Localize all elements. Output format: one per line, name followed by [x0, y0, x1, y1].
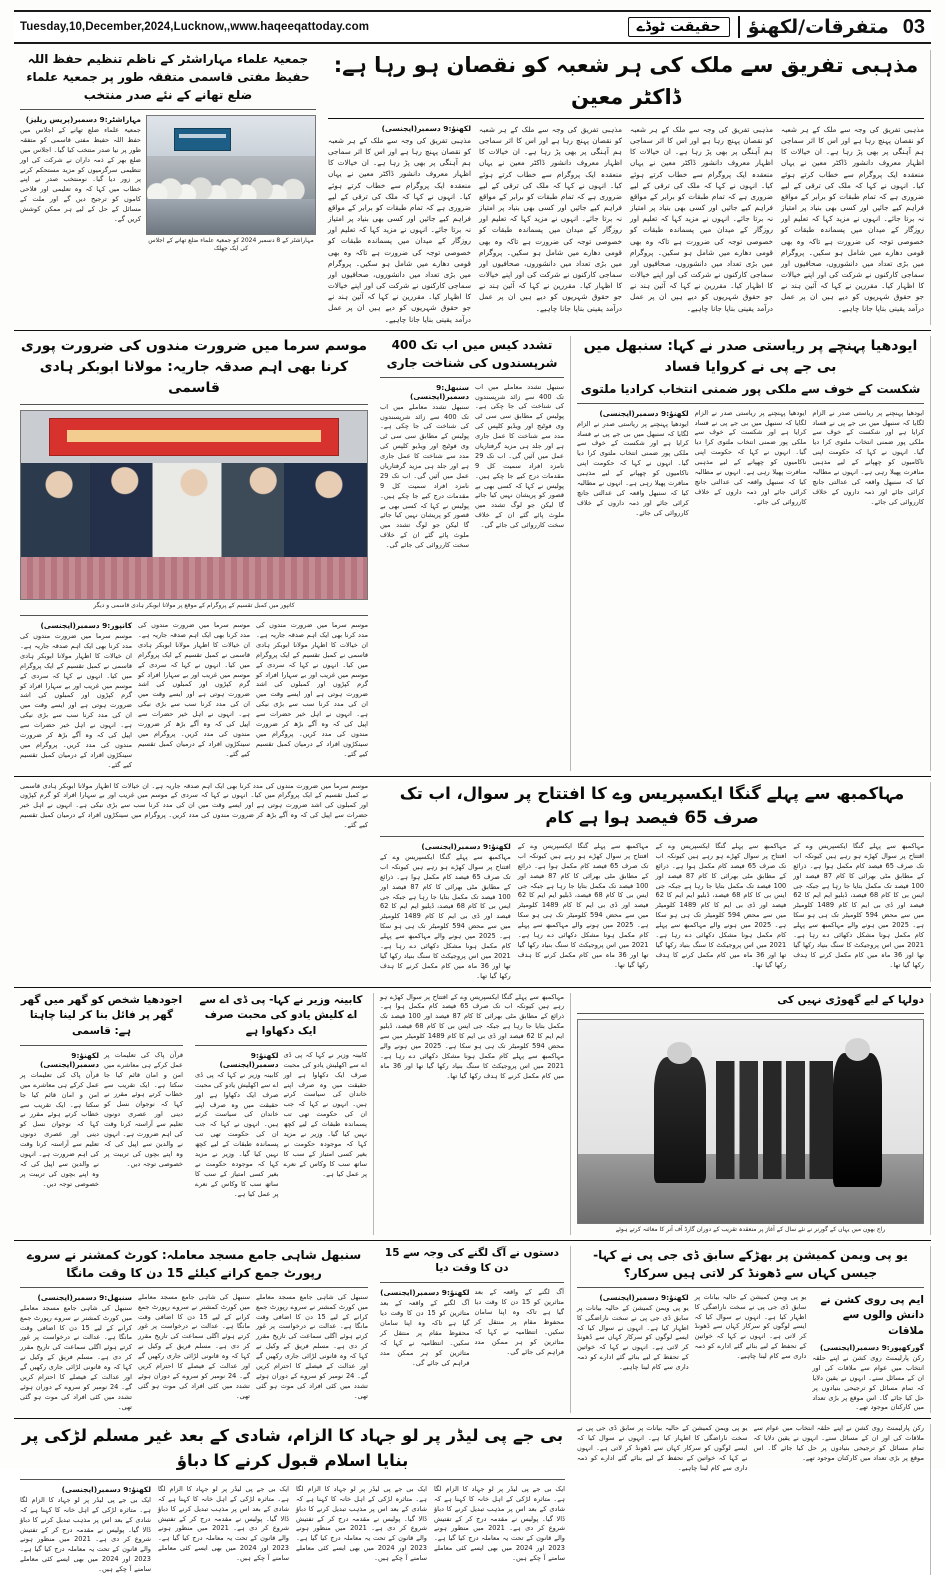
photo-blanket-distribution: [20, 410, 368, 600]
divider-1: [14, 330, 931, 331]
article-women-commission-body-tail: یو پی ویمن کمیشن کے حالیہ بیانات پر سابق ڈی جی پی نے سخت ناراضگی کا اظہار کیا ہے۔ انہوں نے سوال کیا کہ ایسے لوگوں کو سرکار کہاں سے ڈھونڈ کر لاتی ہے۔ انہوں نے کہا کہ خواتین کے تحفظ کے لیے بنائے گئے ادارے کو ذمہ داری سے کام لینا چاہیے۔: [577, 1424, 748, 1472]
article-jamiat-body: جمعیۃ علماء ضلع تھانے کے اجلاس میں حفظ اللہ حفیظ مفتی قاسمی کو متفقہ طور پر نیا صدر منتخب کیا گیا۔ اجلاس میں ضلع بھر کے ذمہ داران نے شرکت کی اور تنظیمی سرگرمیوں کو مزید مستحکم کرنے پر زور دیا گیا۔ نومنتخب صدر نے اپنے خطاب میں کہا کہ وہ تعلیمی اور فلاحی کاموں کو ترجیح دیں گے اور ملت کے مسائل کے حل کے لیے ہر ممکن کوشش کریں گے۔: [20, 126, 141, 224]
article-jamiat-dateline: مہاراشٹر:9 دسمبر(پریس ریلیز): [25, 115, 141, 124]
article-milkipur-body-1: ایودھیا پہنچنے پر ریاستی صدر نے الزام لگایا کہ سنبھل میں بی جے پی نے فساد کرایا ہے اور شکست کے خوف سے ملکی پور ضمنی انتخاب ملتوی کرا دیا گیا۔ انہوں نے کہا کہ حکومت اپنی ناکامیوں کو چھپانے کے لیے مذہبی منافرت پھیلا رہی ہے۔ انہوں نے مطالبہ کیا کہ سنبھل واقعہ کی عدالتی جانچ کرائی جائے اور ذمہ داروں کے خلاف کارروائی کی جائے۔: [577, 419, 689, 517]
photo-guard-block: [571, 993, 931, 1235]
article-lovejihad-body-4: ایک بی جے پی لیڈر پر لو جہاد کا الزام لگا ہے۔ متاثرہ لڑکی کے اہل خانہ کا کہنا ہے کہ شادی کے بعد اس پر مذہب تبدیل کرنے کا دباؤ ڈالا گیا۔ پولیس نے مقدمہ درج کر کے تفتیش شروع کر دی ہے۔ 2021 میں منظور ہونے والے قانون کے تحت یہ معاملہ درج کیا گیا ہے۔ 2023 اور 2024 میں بھی ایسے کئی معاملے سامنے آ چکے ہیں۔: [434, 1484, 565, 1563]
article-lead-body-1: مذہبی تفریق کی وجہ سے ملک کے ہر شعبہ کو نقصان پہنچ رہا ہے اور اس کا اثر سماجی ہم آہنگی پر بھی پڑ رہا ہے۔ ان خیالات کا اظہار معروف دانشور ڈاکٹر معین نے یہاں منعقدہ ایک پروگرام سے خطاب کرتے ہوئے کیا۔ انہوں نے کہا کہ ملک کی ترقی کے لیے ضروری ہے کہ تمام طبقات کو برابر کے مواقع فراہم کیے جائیں اور کسی بھی بنیاد پر امتیاز نہ برتا جائے۔ انہوں نے مزید کہا کہ تعلیم اور روزگار کے میدان میں پسماندہ طبقات کو خصوصی توجہ کی ضرورت ہے تاکہ وہ بھی قومی دھارے میں شامل ہو سکیں۔ پروگرام میں بڑی تعداد میں دانشوروں، صحافیوں اور سماجی کارکنوں نے شرکت کی اور اپنے خیالات کا اظہار کیا۔ مقررین نے کہا کہ آئین ہند نے جو حقوق شہریوں کو دیے ہیں ان پر عمل درآمد یقینی بنایا جانا چاہیے۔: [328, 136, 471, 324]
article-ayodhya-dateline: لکھنؤ:9 دسمبر(ایجنسی): [39, 1050, 99, 1069]
row-three: [14, 782, 931, 982]
article-lead: [322, 50, 931, 325]
article-cabinet-body-2: کابینہ وزیر نے کہا کہ پی ڈی اے سے اکھلیش یادو کی محبت صرف ایک دکھاوا ہے اور حقیقت میں وہ صرف اپنے خاندان کی سیاست کرتے ہیں۔ انہوں نے کہا کہ جب ان کی حکومت تھی تب پسماندہ طبقات کے لیے کچھ نہیں کیا گیا۔ وزیر نے مزید کہا کہ موجودہ حکومت نے بغیر کسی امتیاز کے سب کا ساتھ سب کا وکاس کے نعرے پر عمل کیا ہے۔: [283, 1050, 367, 1178]
article-lovejihad-body-2: ایک بی جے پی لیڈر پر لو جہاد کا الزام لگا ہے۔ متاثرہ لڑکی کے اہل خانہ کا کہنا ہے کہ شادی کے بعد اس پر مذہب تبدیل کرنے کا دباؤ ڈالا گیا۔ پولیس نے مقدمہ درج کر کے تفتیش شروع کر دی ہے۔ 2021 میں منظور ہونے والے قانون کے تحت یہ معاملہ درج کیا گیا ہے۔ 2023 اور 2024 میں بھی ایسے کئی معاملے سامنے آ چکے ہیں۔: [158, 1484, 289, 1563]
article-winter: [14, 336, 374, 771]
article-ravikishan-body-tail: رکن پارلیمنٹ روی کشن نے اپنے حلقہ انتخاب میں عوام سے ملاقات کی اور ان کے مسائل سنے۔ انہوں نے یقین دلایا کہ تمام مسائل کو ترجیحی بنیادوں پر حل کیا جائے گا۔ اس موقع پر بڑی تعداد میں کارکنان موجود تھے۔: [753, 1424, 924, 1462]
row-two: [14, 336, 931, 771]
article-fire-headline: دستوں نے آگ لگنے کی وجہ سے 15 دن کا وقت دیا: [384, 1246, 560, 1275]
article-row3-left-pad: [14, 782, 374, 982]
article-cabinet-body-1: کابینہ وزیر نے کہا کہ پی ڈی اے سے اکھلیش یادو کی محبت صرف ایک دکھاوا ہے اور حقیقت میں وہ صرف اپنے خاندان کی سیاست کرتے ہیں۔ انہوں نے کہا کہ جب ان کی حکومت تھی تب پسماندہ طبقات کے لیے کچھ نہیں کیا گیا۔ وزیر نے مزید کہا کہ موجودہ حکومت نے بغیر کسی امتیاز کے سب کا ساتھ سب کا وکاس کے نعرے پر عمل کیا ہے۔: [194, 1070, 279, 1198]
divider-5: [14, 1418, 931, 1419]
masthead: [14, 10, 931, 44]
photo-jamiat-meeting: [146, 115, 316, 235]
article-milkipur-body-2: ایودھیا پہنچنے پر ریاستی صدر نے الزام لگایا کہ سنبھل میں بی جے پی نے فساد کرایا ہے اور شکست کے خوف سے ملکی پور ضمنی انتخاب ملتوی کرا دیا گیا۔ انہوں نے کہا کہ حکومت اپنی ناکامیوں کو چھپانے کے لیے مذہبی منافرت پھیلا رہی ہے۔ انہوں نے مطالبہ کیا کہ سنبھل واقعہ کی عدالتی جانچ کرائی جائے اور ذمہ داروں کے خلاف کارروائی کی جائے۔: [694, 408, 807, 506]
divider-3: [14, 987, 931, 988]
article-winter-dateline: کانپور:9 دسمبر(ایجنسی): [40, 621, 132, 631]
article-ayodhya-body-2: قرآن پاک کی تعلیمات پر عمل کرکے ہی معاشرے میں امن و امان قائم کیا جا سکتا ہے۔ ایک تقریب سے خطاب کرتے ہوئے مقرر نے کہا کہ نوجوان نسل کو دینی اور عصری دونوں تعلیم سے آراستہ کرنا وقت کی اہم ضرورت ہے۔ انہوں نے والدین سے اپیل کی کہ وہ اپنے بچوں کی تربیت پر خصوصی توجہ دیں۔: [104, 1050, 183, 1168]
article-bride-headline: دولہا کے لیے گھوڑی نہیں کی: [777, 993, 924, 1006]
divider-4: [14, 1240, 931, 1241]
article-ravikishan-body: رکن پارلیمنٹ روی کشن نے اپنے حلقہ انتخاب میں عوام سے ملاقات کی اور ان کے مسائل سنے۔ انہوں نے یقین دلایا کہ تمام مسائل کو ترجیحی بنیادوں پر حل کیا جائے گا۔ اس موقع پر بڑی تعداد میں کارکنان موجود تھے۔: [812, 1353, 925, 1412]
section-title: متفرقات/لکھنؤ: [747, 16, 889, 38]
article-sambhal-court-headline: سنبھل شاہی جامع مسجد معاملہ: کورٹ کمشنر نے سروے رپورٹ جمع کرانے کیلئے 15 دن کا وقت مانگا: [26, 1247, 362, 1280]
article-women-commission-body-1: یو پی ویمن کمیشن کے حالیہ بیانات پر سابق ڈی جی پی نے سخت ناراضگی کا اظہار کیا ہے۔ انہوں نے سوال کیا کہ ایسے لوگوں کو سرکار کہاں سے ڈھونڈ کر لاتی ہے۔ انہوں نے کہا کہ خواتین کے تحفظ کے لیے بنائے گئے ادارے کو ذمہ داری سے کام لینا چاہیے۔: [577, 1303, 689, 1372]
article-expressway-body-4: مہاکمبھ سے پہلے گنگا ایکسپریس وے کے افتتاح پر سوال کھڑے ہو رہے ہیں کیونکہ اب تک صرف 65 فیصد کام مکمل ہوا ہے۔ ذرائع کے مطابق مٹی بھرائی کا کام 87 فیصد اور 100 فیصد تک مکمل بتایا جا رہا ہے جبکہ جی ایس بی کا کام 68 فیصد، ڈبلیو ایم ایم کا 62 فیصد اور ڈی بی ایم کا کام 1489 کلومیٹر میں سے محض 594 کلومیٹر تک ہی ہو سکا ہے۔ 2025 میں ہونے والے مہاکمبھ سے پہلے کام مکمل ہونا مشکل دکھائی دے رہا ہے۔ 2021 میں اس پروجیکٹ کا سنگ بنیاد رکھا گیا تھا اور 36 ماہ میں کام مکمل کرنے کا ہدف رکھا گیا تھا۔: [793, 842, 925, 969]
article-identification-headline: تشدد کیس میں اب تک 400 شرپسندوں کی شناخت جاری: [386, 337, 558, 370]
masthead-right-group: [628, 16, 925, 39]
article-milkipur-body-3: ایودھیا پہنچنے پر ریاستی صدر نے الزام لگایا کہ سنبھل میں بی جے پی نے فساد کرایا ہے اور شکست کے خوف سے ملکی پور ضمنی انتخاب ملتوی کرا دیا گیا۔ انہوں نے کہا کہ حکومت اپنی ناکامیوں کو چھپانے کے لیے مذہبی منافرت پھیلا رہی ہے۔ انہوں نے مطالبہ کیا کہ سنبھل واقعہ کی عدالتی جانچ کرائی جائے اور ذمہ داروں کے خلاف کارروائی کی جائے۔: [812, 408, 925, 506]
article-expressway-body-3: مہاکمبھ سے پہلے گنگا ایکسپریس وے کے افتتاح پر سوال کھڑے ہو رہے ہیں کیونکہ اب تک صرف 65 فیصد کام مکمل ہوا ہے۔ ذرائع کے مطابق مٹی بھرائی کا کام 87 فیصد اور 100 فیصد تک مکمل بتایا جا رہا ہے جبکہ جی ایس بی کا کام 68 فیصد، ڈبلیو ایم ایم کا 62 فیصد اور ڈی بی ایم کا کام 1489 کلومیٹر میں سے محض 594 کلومیٹر تک ہی ہو سکا ہے۔ 2025 میں ہونے والے مہاکمبھ سے پہلے کام مکمل ہونا مشکل دکھائی دے رہا ہے۔ 2021 میں اس پروجیکٹ کا سنگ بنیاد رکھا گیا تھا اور 36 ماہ میں کام مکمل کرنے کا ہدف رکھا گیا تھا۔: [655, 842, 787, 969]
article-ayodhya: [14, 993, 189, 1235]
article-ayodhya-headline: اجودھیا شخص کو گھر میں گھر گھر پر فائل بنا کر لینا چاہتا ہے: قاسمی: [20, 993, 183, 1038]
article-ravikishan-dateline: گورکھپور:9 دسمبر(ایجنسی): [820, 1342, 925, 1352]
article-jamiat-headline: جمعیۃ علماء مہاراشٹر کے ناظم تنظیم حفظ اللہ حفیظ مفتی قاسمی متفقہ طور پر جمعیۃ علماء ضلع تھانے کے نئے صدر منتخب: [26, 52, 310, 102]
article-winter-body-tail: موسم سرما میں ضرورت مندوں کی مدد کرنا بھی ایک اہم صدقہ جاریہ ہے۔ ان خیالات کا اظہار مولانا ابوبکر ہادی قاسمی نے کمبل تقسیم کے ایک پروگرام میں کیا۔ انہوں نے کہا کہ سردی کے موسم میں غریب اور بے سہارا افراد کو گرم کپڑوں اور کمبلوں کی اشد ضرورت ہوتی ہے اور ایسے وقت میں ان کی مدد کرنا سب سے بڑی نیکی ہے۔ انہوں نے اہل خیر حضرات سے اپیل کی کہ وہ آگے بڑھ کر ضرورت مندوں کی مدد کریں۔ پروگرام میں سینکڑوں افراد کے درمیان کمبل تقسیم کیے گئے۔: [20, 781, 368, 830]
article-ravikishan-headline: ایم پی روی کشن نے دانش والوں سے ملاقات: [820, 1293, 925, 1338]
article-jamiat: [14, 50, 322, 325]
article-lead-body-4: مذہبی تفریق کی وجہ سے ملک کے ہر شعبہ کو نقصان پہنچ رہا ہے اور اس کا اثر سماجی ہم آہنگی پر بھی پڑ رہا ہے۔ ان خیالات کا اظہار معروف دانشور ڈاکٹر معین نے یہاں منعقدہ ایک پروگرام سے خطاب کرتے ہوئے کیا۔ انہوں نے کہا کہ ملک کی ترقی کے لیے ضروری ہے کہ تمام طبقات کو برابر کے مواقع فراہم کیے جائیں اور کسی بھی بنیاد پر امتیاز نہ برتا جائے۔ انہوں نے مزید کہا کہ تعلیم اور روزگار کے میدان میں پسماندہ طبقات کو خصوصی توجہ کی ضرورت ہے تاکہ وہ بھی قومی دھارے میں شامل ہو سکیں۔ پروگرام میں بڑی تعداد میں دانشوروں، صحافیوں اور سماجی کارکنوں نے شرکت کی اور اپنے خیالات کا اظہار کیا۔ مقررین نے کہا کہ آئین ہند نے جو حقوق شہریوں کو دیے ہیں ان پر عمل درآمد یقینی بنایا جانا چاہیے۔: [781, 125, 924, 313]
article-expressway-stats: [374, 993, 571, 1235]
article-cabinet-dateline: لکھنؤ:9 دسمبر(ایجنسی): [219, 1050, 279, 1069]
photo-guard-of-honour: [577, 1019, 924, 1224]
row-five: [14, 1246, 931, 1414]
article-fire-body-2: آگ لگنے کے واقعہ کے بعد متاثرین کو 15 دن کا وقت دیا گیا ہے تاکہ وہ اپنا سامان محفوظ مقام پر منتقل کر سکیں۔ انتظامیہ نے کہا کہ متاثرین کو ہر ممکن مدد فراہم کی جائے گی۔: [474, 1288, 564, 1356]
article-fire-body-1: آگ لگنے کے واقعہ کے بعد متاثرین کو 15 دن کا وقت دیا گیا ہے تاکہ وہ اپنا سامان محفوظ مقام پر منتقل کر سکیں۔ انتظامیہ نے کہا کہ متاثرین کو ہر ممکن مدد فراہم کی جائے گی۔: [380, 1299, 470, 1367]
article-winter-body-1: موسم سرما میں ضرورت مندوں کی مدد کرنا بھی ایک اہم صدقہ جاریہ ہے۔ ان خیالات کا اظہار مولانا ابوبکر ہادی قاسمی نے کمبل تقسیم کے ایک پروگرام میں کیا۔ انہوں نے کہا کہ سردی کے موسم میں غریب اور بے سہارا افراد کو گرم کپڑوں اور کمبلوں کی اشد ضرورت ہوتی ہے اور ایسے وقت میں ان کی مدد کرنا سب سے بڑی نیکی ہے۔ انہوں نے اہل خیر حضرات سے اپیل کی کہ وہ آگے بڑھ کر ضرورت مندوں کی مدد کریں۔ پروگرام میں سینکڑوں افراد کے درمیان کمبل تقسیم کیے گئے۔: [20, 632, 132, 769]
article-lead-headline: مذہبی تفریق سے ملک کی ہر شعبہ کو نقصان ہو رہا ہے: ڈاکٹر معین: [333, 53, 919, 109]
article-expressway-body-1: مہاکمبھ سے پہلے گنگا ایکسپریس وے کے افتتاح پر سوال کھڑے ہو رہے ہیں کیونکہ اب تک صرف 65 فیصد کام مکمل ہوا ہے۔ ذرائع کے مطابق مٹی بھرائی کا کام 87 فیصد اور 100 فیصد تک مکمل بتایا جا رہا ہے جبکہ جی ایس بی کا کام 68 فیصد، ڈبلیو ایم ایم کا 62 فیصد اور ڈی بی ایم کا کام 1489 کلومیٹر میں سے محض 594 کلومیٹر تک ہی ہو سکا ہے۔ 2025 میں ہونے والے مہاکمبھ سے پہلے کام مکمل ہونا مشکل دکھائی دے رہا ہے۔ 2021 میں اس پروجیکٹ کا سنگ بنیاد رکھا گیا تھا اور 36 ماہ میں کام مکمل کرنے کا ہدف رکھا گیا تھا۔: [380, 853, 511, 980]
masthead-dateline: Tuesday,10,December,2024,Lucknow,,www.haqeeqattoday.com: [20, 21, 370, 33]
article-fire-notice: [374, 1246, 571, 1414]
article-milkipur-subheadline: شکست کے خوف سے ملکی پور ضمنی انتخاب کرادیا ملتوی: [580, 381, 921, 396]
article-lead-body-3: مذہبی تفریق کی وجہ سے ملک کے ہر شعبہ کو نقصان پہنچ رہا ہے اور اس کا اثر سماجی ہم آہنگی پر بھی پڑ رہا ہے۔ ان خیالات کا اظہار معروف دانشور ڈاکٹر معین نے یہاں منعقدہ ایک پروگرام سے خطاب کرتے ہوئے کیا۔ انہوں نے کہا کہ ملک کی ترقی کے لیے ضروری ہے کہ تمام طبقات کو برابر کے مواقع فراہم کیے جائیں اور کسی بھی بنیاد پر امتیاز نہ برتا جائے۔ انہوں نے مزید کہا کہ تعلیم اور روزگار کے میدان میں پسماندہ طبقات کو خصوصی توجہ کی ضرورت ہے تاکہ وہ بھی قومی دھارے میں شامل ہو سکیں۔ پروگرام میں بڑی تعداد میں دانشوروں، صحافیوں اور سماجی کارکنوں نے شرکت کی اور اپنے خیالات کا اظہار کیا۔ مقررین نے کہا کہ آئین ہند نے جو حقوق شہریوں کو دیے ہیں ان پر عمل درآمد یقینی بنایا جانا چاہیے۔: [630, 125, 773, 313]
article-lead-dateline: لکھنؤ:9 دسمبر(ایجنسی): [381, 124, 471, 133]
photo-blanket-caption: کانپور میں کمبل تقسیم کے پروگرام کے موقع پر مولانا ابوبکر ہادی قاسمی و دیگر: [93, 601, 295, 609]
divider-2: [14, 776, 931, 777]
article-milkipur-dateline: لکھنؤ:9 دسمبر(ایجنسی): [599, 408, 689, 418]
photo-guard-caption: راج بھون میں یہاں کے گورنر نے نئے سال کے آغاز پر منعقدہ تقریب کے دوران گارڈ آف آنر کا معائنہ کرتے ہوئے: [615, 1226, 886, 1234]
row-four: [14, 993, 931, 1235]
article-expressway-headline: مہاکمبھ سے پہلے گنگا ایکسپریس وے کا افتتاح پر سوال، اب تک صرف 65 فیصد ہوا ہے کام: [399, 783, 905, 828]
article-winter-headline: موسم سرما میں ضرورت مندوں کی ضرورت پوری کرنا بھی اہم صدقہ جاریہ: مولانا ابوبکر ہادی قاسمی: [20, 337, 368, 396]
article-sambhal-court-dateline: سنبھل:9 دسمبر(ایجنسی): [37, 1292, 132, 1302]
article-row6-right: [571, 1424, 931, 1575]
article-expressway-dateline: لکھنؤ:9 دسمبر(ایجنسی): [421, 842, 511, 852]
article-cabinet-headline: کابینہ وزیر نے کہا- پی ڈی اے سے اے کلیش یادو کی محبت صرف ایک دکھاوا ہے: [199, 993, 363, 1038]
article-identification-body-1: سنبھل تشدد معاملے میں اب تک 400 سے زائد شرپسندوں کی شناخت کی جا چکی ہے۔ پولیس کے مطابق سی سی ٹی وی فوٹیج اور ویڈیو کلپس کی مدد سے شناخت کا عمل جاری ہے اور جلد ہی مزید گرفتاریاں عمل میں آئیں گی۔ اب تک 29 نامزد افراد سمیت کل 9 مقدمات درج کیے جا چکے ہیں۔ پولیس نے کہا کہ کسی بھی بے قصور کو پریشان نہیں کیا جائے گا لیکن جو لوگ تشدد میں ملوث پائے گئے ان کے خلاف سخت کارروائی کی جائے گی۔: [380, 402, 469, 550]
article-lead-body-2: مذہبی تفریق کی وجہ سے ملک کے ہر شعبہ کو نقصان پہنچ رہا ہے اور اس کا اثر سماجی ہم آہنگی پر بھی پڑ رہا ہے۔ ان خیالات کا اظہار معروف دانشور ڈاکٹر معین نے یہاں منعقدہ ایک پروگرام سے خطاب کرتے ہوئے کیا۔ انہوں نے کہا کہ ملک کی ترقی کے لیے ضروری ہے کہ تمام طبقات کو برابر کے مواقع فراہم کیے جائیں اور کسی بھی بنیاد پر امتیاز نہ برتا جائے۔ انہوں نے مزید کہا کہ تعلیم اور روزگار کے میدان میں پسماندہ طبقات کو خصوصی توجہ کی ضرورت ہے تاکہ وہ بھی قومی دھارے میں شامل ہو سکیں۔ پروگرام میں بڑی تعداد میں دانشوروں، صحافیوں اور سماجی کارکنوں نے شرکت کی اور اپنے خیالات کا اظہار کیا۔ مقررین نے کہا کہ آئین ہند نے جو حقوق شہریوں کو دیے ہیں ان پر عمل درآمد یقینی بنایا جانا چاہیے۔: [479, 125, 622, 313]
article-ayodhya-body-1: قرآن پاک کی تعلیمات پر عمل کرکے ہی معاشرے میں امن و امان قائم کیا جا سکتا ہے۔ ایک تقریب سے خطاب کرتے ہوئے مقرر نے کہا کہ نوجوان نسل کو دینی اور عصری دونوں تعلیم سے آراستہ کرنا وقت کی اہم ضرورت ہے۔ انہوں نے والدین سے اپیل کی کہ وہ اپنے بچوں کی تربیت پر خصوصی توجہ دیں۔: [20, 1070, 99, 1188]
article-fire-dateline: لکھنؤ:9 دسمبر(ایجنسی): [380, 1288, 470, 1298]
page-number: 03: [902, 15, 925, 38]
article-lovejihad-dateline: لکھنؤ:9 دسمبر(ایجنسی): [61, 1484, 151, 1494]
row-lead: [14, 50, 931, 325]
article-sambhal-court: [14, 1246, 374, 1414]
masthead-divider: [738, 16, 740, 38]
article-lovejihad: [14, 1424, 571, 1575]
article-winter-body-3: موسم سرما میں ضرورت مندوں کی مدد کرنا بھی ایک اہم صدقہ جاریہ ہے۔ ان خیالات کا اظہار مولانا ابوبکر ہادی قاسمی نے کمبل تقسیم کے ایک پروگرام میں کیا۔ انہوں نے کہا کہ سردی کے موسم میں غریب اور بے سہارا افراد کو گرم کپڑوں اور کمبلوں کی اشد ضرورت ہوتی ہے اور ایسے وقت میں ان کی مدد کرنا سب سے بڑی نیکی ہے۔ انہوں نے اہل خیر حضرات سے اپیل کی کہ وہ آگے بڑھ کر ضرورت مندوں کی مدد کریں۔ پروگرام میں سینکڑوں افراد کے درمیان کمبل تقسیم کیے گئے۔: [256, 621, 368, 758]
article-identification-body-2: سنبھل تشدد معاملے میں اب تک 400 سے زائد شرپسندوں کی شناخت کی جا چکی ہے۔ پولیس کے مطابق سی سی ٹی وی فوٹیج اور ویڈیو کلپس کی مدد سے شناخت کا عمل جاری ہے اور جلد ہی مزید گرفتاریاں عمل میں آئیں گی۔ اب تک 29 نامزد افراد سمیت کل 9 مقدمات درج کیے جا چکے ہیں۔ پولیس نے کہا کہ کسی بھی بے قصور کو پریشان نہیں کیا جائے گا لیکن جو لوگ تشدد میں ملوث پائے گئے ان کے خلاف سخت کارروائی کی جائے گی۔: [475, 382, 564, 530]
article-women-commission-dateline: لکھنؤ:9 دسمبر(ایجنسی): [599, 1292, 689, 1302]
page-content: [14, 50, 931, 1575]
article-sambhal-court-body-1: سنبھل کی شاہی جامع مسجد معاملے میں کورٹ کمشنر نے سروے رپورٹ جمع کرانے کے لیے 15 دن کا اضافی وقت مانگا ہے۔ عدالت نے درخواست پر غور کرتے ہوئے اگلی سماعت کی تاریخ مقرر کر دی ہے۔ مسلم فریق کے وکیل نے کہا کہ وہ قانونی لڑائی جاری رکھیں گے اور عدالت کے فیصلے کا احترام کریں گے۔ 24 نومبر کو سروے کے دوران ہوئے تشدد میں کئی افراد کی موت ہو گئی تھی۔: [20, 1303, 132, 1411]
article-sambhal-court-body-2: سنبھل کی شاہی جامع مسجد معاملے میں کورٹ کمشنر نے سروے رپورٹ جمع کرانے کے لیے 15 دن کا اضافی وقت مانگا ہے۔ عدالت نے درخواست پر غور کرتے ہوئے اگلی سماعت کی تاریخ مقرر کر دی ہے۔ مسلم فریق کے وکیل نے کہا کہ وہ قانونی لڑائی جاری رکھیں گے اور عدالت کے فیصلے کا احترام کریں گے۔ 24 نومبر کو سروے کے دوران ہوئے تشدد میں کئی افراد کی موت ہو گئی تھی۔: [138, 1292, 250, 1400]
brand-logo: حقیقت ٹوڈے: [628, 17, 730, 37]
article-identification-dateline: سنبھل:9 دسمبر(ایجنسی): [409, 382, 469, 401]
article-women-commission-body-2: یو پی ویمن کمیشن کے حالیہ بیانات پر سابق ڈی جی پی نے سخت ناراضگی کا اظہار کیا ہے۔ انہوں نے سوال کیا کہ ایسے لوگوں کو سرکار کہاں سے ڈھونڈ کر لاتی ہے۔ انہوں نے کہا کہ خواتین کے تحفظ کے لیے بنائے گئے ادارے کو ذمہ داری سے کام لینا چاہیے۔: [694, 1292, 807, 1361]
row-six: [14, 1424, 931, 1575]
article-milkipur: [571, 336, 931, 771]
article-identification: [374, 336, 571, 771]
article-sambhal-court-body-3: سنبھل کی شاہی جامع مسجد معاملے میں کورٹ کمشنر نے سروے رپورٹ جمع کرانے کے لیے 15 دن کا اضافی وقت مانگا ہے۔ عدالت نے درخواست پر غور کرتے ہوئے اگلی سماعت کی تاریخ مقرر کر دی ہے۔ مسلم فریق کے وکیل نے کہا کہ وہ قانونی لڑائی جاری رکھیں گے اور عدالت کے فیصلے کا احترام کریں گے۔ 24 نومبر کو سروے کے دوران ہوئے تشدد میں کئی افراد کی موت ہو گئی تھی۔: [256, 1292, 368, 1400]
article-lovejihad-body-1: ایک بی جے پی لیڈر پر لو جہاد کا الزام لگا ہے۔ متاثرہ لڑکی کے اہل خانہ کا کہنا ہے کہ شادی کے بعد اس پر مذہب تبدیل کرنے کا دباؤ ڈالا گیا۔ پولیس نے مقدمہ درج کر کے تفتیش شروع کر دی ہے۔ 2021 میں منظور ہونے والے قانون کے تحت یہ معاملہ درج کیا گیا ہے۔ 2023 اور 2024 میں بھی ایسے کئی معاملے سامنے آ چکے ہیں۔: [20, 1495, 151, 1574]
photo-jamiat-caption: مہاراشٹر کے 8 دسمبر 2024 کو جمعیۃ علماء ضلع تھانے کے اجلاس کی ایک جھلک: [148, 237, 314, 253]
article-lovejihad-headline: بی جے پی لیڈر پر لو جہاد کا الزام، شادی کے بعد غیر مسلم لڑکی پر بنایا اسلام قبول کرنے کا دباؤ: [21, 1426, 564, 1471]
article-winter-body-2: موسم سرما میں ضرورت مندوں کی مدد کرنا بھی ایک اہم صدقہ جاریہ ہے۔ ان خیالات کا اظہار مولانا ابوبکر ہادی قاسمی نے کمبل تقسیم کے ایک پروگرام میں کیا۔ انہوں نے کہا کہ سردی کے موسم میں غریب اور بے سہارا افراد کو گرم کپڑوں اور کمبلوں کی اشد ضرورت ہوتی ہے اور ایسے وقت میں ان کی مدد کرنا سب سے بڑی نیکی ہے۔ انہوں نے اہل خیر حضرات سے اپیل کی کہ وہ آگے بڑھ کر ضرورت مندوں کی مدد کریں۔ پروگرام میں سینکڑوں افراد کے درمیان کمبل تقسیم کیے گئے۔: [138, 621, 250, 758]
article-women-commission: [571, 1246, 931, 1414]
article-expressway-body-5: مہاکمبھ سے پہلے گنگا ایکسپریس وے کے افتتاح پر سوال کھڑے ہو رہے ہیں کیونکہ اب تک صرف 65 فیصد کام مکمل ہوا ہے۔ ذرائع کے مطابق مٹی بھرائی کا کام 87 فیصد اور 100 فیصد تک مکمل بتایا جا رہا ہے جبکہ جی ایس بی کا کام 68 فیصد، ڈبلیو ایم ایم کا 62 فیصد اور ڈی بی ایم کا کام 1489 کلومیٹر میں سے محض 594 کلومیٹر تک ہی ہو سکا ہے۔ 2025 میں ہونے والے مہاکمبھ سے پہلے کام مکمل ہونا مشکل دکھائی دے رہا ہے۔ 2021 میں اس پروجیکٹ کا سنگ بنیاد رکھا گیا تھا اور 36 ماہ میں کام مکمل کرنے کا ہدف رکھا گیا تھا۔: [380, 992, 565, 1080]
article-lovejihad-body-3: ایک بی جے پی لیڈر پر لو جہاد کا الزام لگا ہے۔ متاثرہ لڑکی کے اہل خانہ کا کہنا ہے کہ شادی کے بعد اس پر مذہب تبدیل کرنے کا دباؤ ڈالا گیا۔ پولیس نے مقدمہ درج کر کے تفتیش شروع کر دی ہے۔ 2021 میں منظور ہونے والے قانون کے تحت یہ معاملہ درج کیا گیا ہے۔ 2023 اور 2024 میں بھی ایسے کئی معاملے سامنے آ چکے ہیں۔: [296, 1484, 427, 1563]
article-women-commission-headline: یو پی ویمن کمیشن پر بھڑکے سابق ڈی جی پی نے کہا- جیسں کہاں سے ڈھونڈ کر لاتی ہیں سرکار؟: [593, 1247, 908, 1280]
article-cabinet: [189, 993, 374, 1235]
article-milkipur-headline: ایودھیا پہنچے پر ریاستی صدر نے کہا: سنبھل میں بی جے پی نے کروایا فساد: [583, 337, 918, 375]
article-expressway: [374, 782, 931, 982]
article-expressway-body-2: مہاکمبھ سے پہلے گنگا ایکسپریس وے کے افتتاح پر سوال کھڑے ہو رہے ہیں کیونکہ اب تک صرف 65 فیصد کام مکمل ہوا ہے۔ ذرائع کے مطابق مٹی بھرائی کا کام 87 فیصد اور 100 فیصد تک مکمل بتایا جا رہا ہے جبکہ جی ایس بی کا کام 68 فیصد، ڈبلیو ایم ایم کا 62 فیصد اور ڈی بی ایم کا کام 1489 کلومیٹر میں سے محض 594 کلومیٹر تک ہی ہو سکا ہے۔ 2025 میں ہونے والے مہاکمبھ سے پہلے کام مکمل ہونا مشکل دکھائی دے رہا ہے۔ 2021 میں اس پروجیکٹ کا سنگ بنیاد رکھا گیا تھا اور 36 ماہ میں کام مکمل کرنے کا ہدف رکھا گیا تھا۔: [517, 842, 649, 969]
